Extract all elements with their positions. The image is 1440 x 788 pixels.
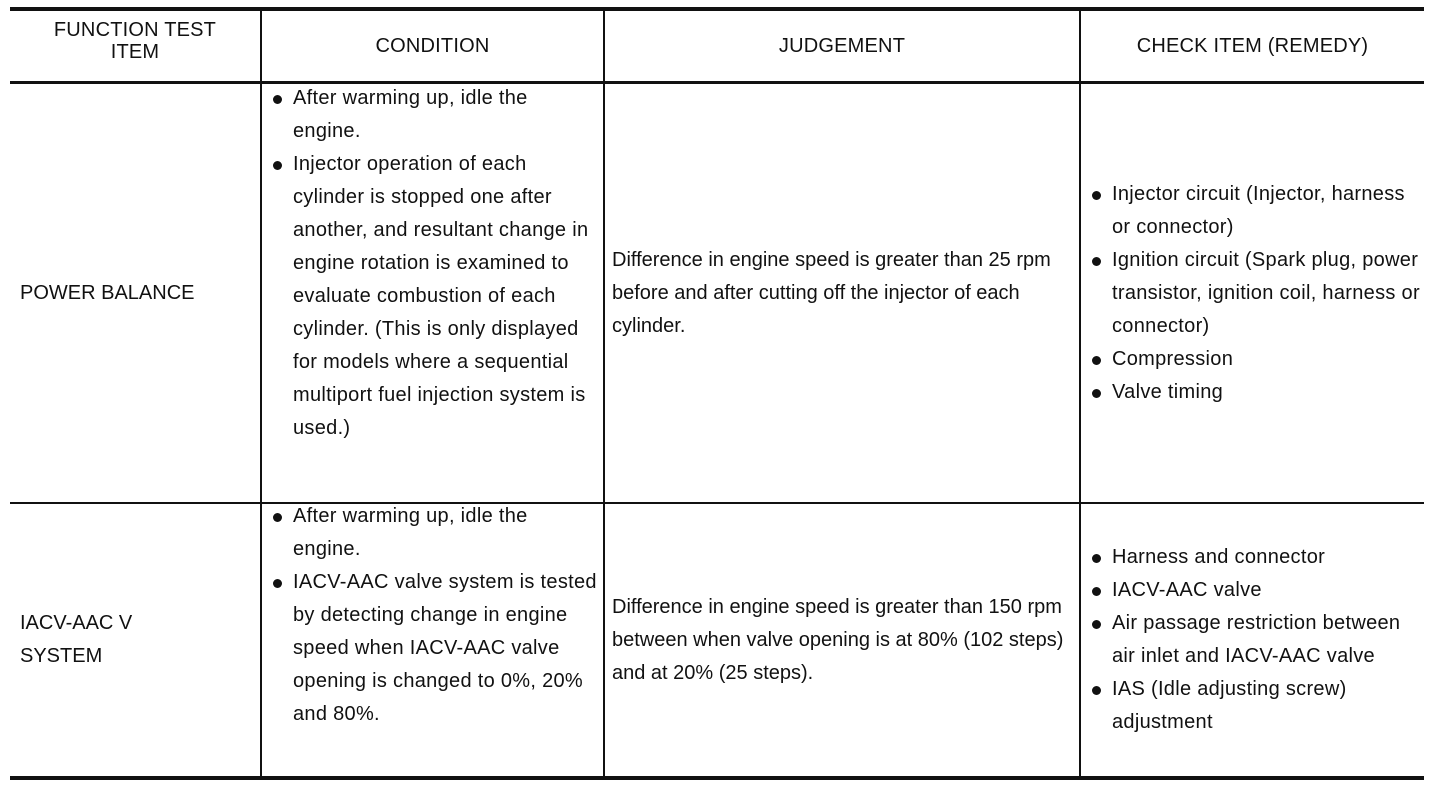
condition-list <box>262 500 603 731</box>
condition-item: After warming up, idle the engine. <box>270 82 599 148</box>
header-item-line1: FUNCTION TEST <box>53 19 217 41</box>
check-item-list <box>1081 178 1424 409</box>
header-check-item: CHECK ITEM (REMEDY) <box>1080 9 1424 83</box>
check-item: Compression <box>1089 343 1420 376</box>
table-row <box>10 83 1424 504</box>
header-row <box>10 9 1424 83</box>
judgement-cell: Difference in engine speed is greater than 150 rpm between when valve opening is at 80% (102 steps) and at 20% (25 steps). <box>604 503 1080 778</box>
function-test-item-cell <box>10 83 261 504</box>
condition-item: After warming up, idle the engine. <box>270 500 599 566</box>
check-item-list <box>1081 541 1424 739</box>
function-test-item-cell <box>10 503 261 778</box>
function-test-item-label: SYSTEM <box>20 645 103 667</box>
header-function-test-item <box>10 9 261 83</box>
header-item-line2: ITEM <box>110 41 160 63</box>
condition-cell <box>261 503 604 778</box>
check-item: IACV-AAC valve <box>1089 574 1420 607</box>
condition-item: IACV-AAC valve system is tested by detecting change in engine speed when IACV-AAC valve opening is changed to 0%, 20% and 80%. <box>270 566 599 731</box>
table-row <box>10 503 1424 778</box>
check-item: Valve timing <box>1089 376 1420 409</box>
condition-list <box>262 82 603 445</box>
condition-cell <box>261 83 604 504</box>
check-item: Ignition circuit (Spark plug, power transistor, ignition coil, harness or connector) <box>1089 244 1420 343</box>
condition-item: Injector operation of each cylinder is stopped one after another, and resultant change in engine rotation is examined to evaluate combustion of each cylinder. (This is only displayed for models where a sequential multiport fuel injection system is used.) <box>270 148 599 445</box>
check-item: Injector circuit (Injector, harness or connector) <box>1089 178 1420 244</box>
function-test-table <box>10 7 1424 780</box>
header-judgement: JUDGEMENT <box>604 9 1080 83</box>
check-item: Air passage restriction between air inlet and IACV-AAC valve <box>1089 607 1420 673</box>
function-test-item-label: POWER BALANCE <box>20 281 195 304</box>
check-item: Harness and connector <box>1089 541 1420 574</box>
document-page <box>10 7 1424 779</box>
function-test-item-label: IACV-AAC V <box>20 612 133 634</box>
header-condition: CONDITION <box>261 9 604 83</box>
check-item: IAS (Idle adjusting screw) adjustment <box>1089 673 1420 739</box>
check-item-cell <box>1080 503 1424 778</box>
check-item-cell <box>1080 83 1424 504</box>
judgement-cell: Difference in engine speed is greater than 25 rpm before and after cutting off the injector of each cylinder. <box>604 83 1080 504</box>
